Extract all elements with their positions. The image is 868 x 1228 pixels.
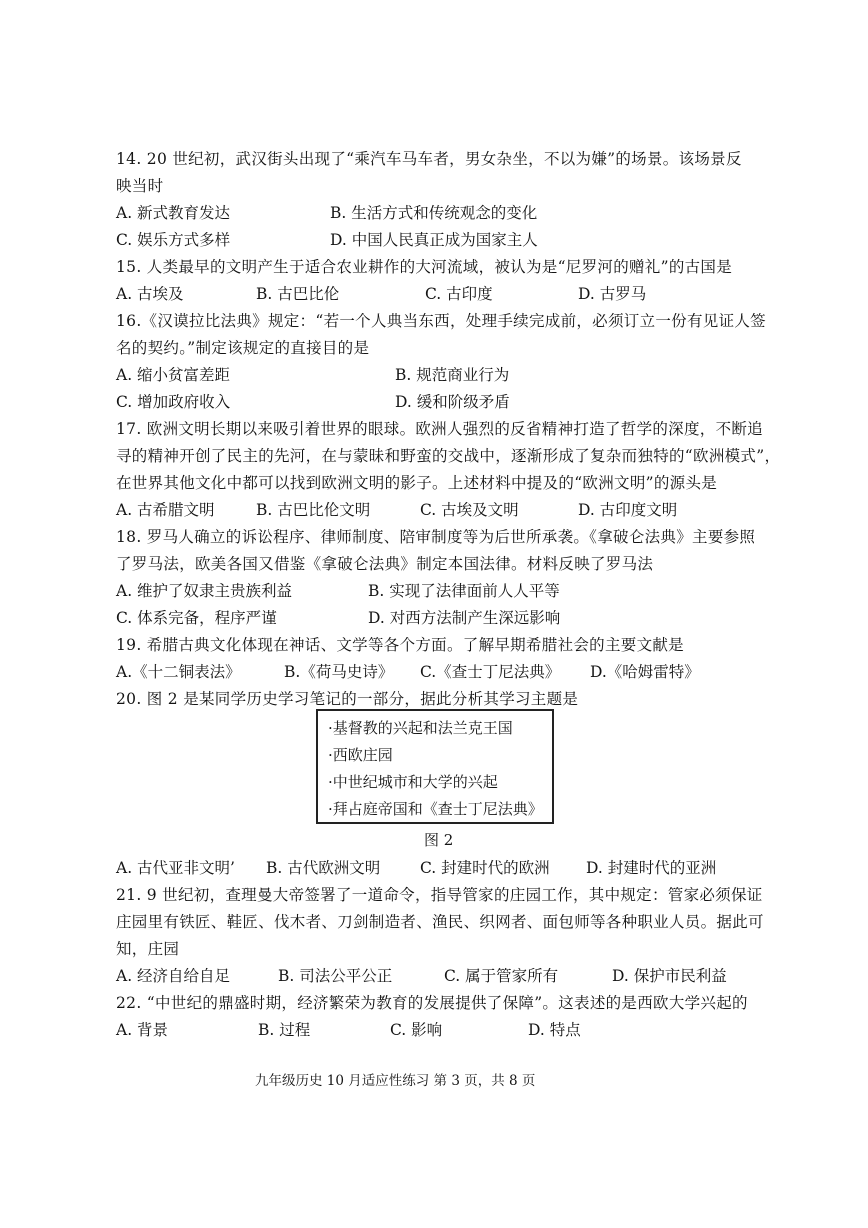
q15-option-d: D. 古罗马	[578, 285, 647, 303]
q18-option-b: B. 实现了法律面前人人平等	[368, 582, 560, 600]
figure-note-item: ·基督教的兴起和法兰克王国	[328, 719, 513, 737]
figure-note-item: ·中世纪城市和大学的兴起	[328, 773, 498, 791]
q14-option-d: D. 中国人民真正成为国家主人	[330, 231, 538, 249]
q22-stem-line-1: 22. “中世纪的鼎盛时期，经济繁荣为教育的发展提供了保障”。这表述的是西欧大学兴起的	[116, 994, 748, 1012]
q17-stem-line-1: 17. 欧洲文明长期以来吸引着世界的眼球。欧洲人强烈的反省精神打造了哲学的深度，不断追	[116, 420, 763, 438]
figure-note-item: ·拜占庭帝国和《查士丁尼法典》	[328, 800, 543, 818]
q21-option-a: A. 经济自给自足	[116, 967, 231, 985]
page-footer: 九年级历史 10 月适应性练习 第 3 页，共 8 页	[255, 1073, 536, 1089]
q17-option-a: A. 古希腊文明	[116, 501, 215, 519]
q18-stem-line-1: 18. 罗马人确立的诉讼程序、律师制度、陪审制度等为后世所承袭。《拿破仑法典》主要参照	[116, 528, 756, 546]
q17-stem-line-3: 在世界其他文化中都可以找到欧洲文明的影子。上述材料中提及的“欧洲文明”的源头是	[116, 474, 718, 492]
q15-stem-line-1: 15. 人类最早的文明产生于适合农业耕作的大河流域，被认为是“尼罗河的赠礼”的古国是	[116, 258, 733, 276]
q22-option-b: B. 过程	[258, 1021, 311, 1039]
q15-option-c: C. 古印度	[425, 285, 493, 303]
q17-option-d: D. 古印度文明	[578, 501, 678, 519]
q17-stem-line-2: 寻的精神开创了民主的先河，在与蒙昧和野蛮的交战中，逐渐形成了复杂而独特的“欧洲模式”，	[116, 447, 781, 465]
q19-option-c: C.《查士丁尼法典》	[420, 663, 561, 681]
q18-option-c: C. 体系完备，程序严谨	[116, 609, 277, 627]
figure-2-caption: 图 2	[424, 831, 454, 849]
figure-note-item: ·西欧庄园	[328, 746, 393, 764]
q14-stem-line-2: 映当时	[116, 177, 164, 195]
q20-option-a: A. 古代亚非文明’	[116, 859, 235, 877]
q21-stem-line-3: 知，庄园	[116, 940, 180, 958]
q16-stem-line-2: 名的契约。”制定该规定的直接目的是	[116, 339, 370, 357]
q22-option-a: A. 背景	[116, 1021, 169, 1039]
q16-option-d: D. 缓和阶级矛盾	[395, 393, 510, 411]
q21-stem-line-1: 21. 9 世纪初，查理曼大帝签署了一道命令，指导管家的庄园工作，其中规定：管家必须保证	[116, 886, 763, 904]
q16-option-c: C. 增加政府收入	[116, 393, 231, 411]
q21-option-b: B. 司法公平公正	[278, 967, 393, 985]
q22-option-d: D. 特点	[528, 1021, 581, 1039]
q22-option-c: C. 影响	[390, 1021, 443, 1039]
q18-stem-line-2: 了罗马法，欧美各国又借鉴《拿破仑法典》制定本国法律。材料反映了罗马法	[116, 555, 654, 573]
q17-option-c: C. 古埃及文明	[420, 501, 519, 519]
q21-option-c: C. 属于管家所有	[444, 967, 559, 985]
q21-option-d: D. 保护市民利益	[612, 967, 727, 985]
q15-option-a: A. 古埃及	[116, 285, 184, 303]
q17-option-b: B. 古巴比伦文明	[256, 501, 371, 519]
q20-option-c: C. 封建时代的欧洲	[420, 859, 550, 877]
q18-option-a: A. 维护了奴隶主贵族利益	[116, 582, 293, 600]
q19-option-a: A.《十二铜表法》	[116, 663, 241, 681]
q15-option-b: B. 古巴比伦	[256, 285, 340, 303]
q18-option-d: D. 对西方法制产生深远影响	[368, 609, 561, 627]
q21-stem-line-2: 庄园里有铁匠、鞋匠、伐木者、刀剑制造者、渔民、织网者、面包师等各种职业人员。据此可	[116, 913, 764, 931]
q14-stem-line-1: 14. 20 世纪初，武汉街头出现了“乘汽车马车者，男女杂坐，不以为嫌”的场景。该场景反	[116, 150, 742, 168]
q14-option-b: B. 生活方式和传统观念的变化	[330, 204, 538, 222]
q14-option-a: A. 新式教育发达	[116, 204, 231, 222]
q16-option-b: B. 规范商业行为	[395, 366, 510, 384]
q19-option-b: B.《荷马史诗》	[284, 663, 394, 681]
q20-option-d: D. 封建时代的亚洲	[586, 859, 717, 877]
q19-option-d: D.《哈姆雷特》	[590, 663, 700, 681]
q16-stem-line-1: 16.《汉谟拉比法典》规定：“若一个人典当东西，处理手续完成前，必须订立一份有见证人签	[116, 312, 766, 330]
q16-option-a: A. 缩小贫富差距	[116, 366, 231, 384]
q20-option-b: B. 古代欧洲文明	[266, 859, 381, 877]
q20-stem-line-1: 20. 图 2 是某同学历史学习笔记的一部分，据此分析其学习主题是	[116, 690, 579, 708]
q14-option-c: C. 娱乐方式多样	[116, 231, 231, 249]
figure-2-notes-box	[316, 709, 554, 824]
q19-stem-line-1: 19. 希腊古典文化体现在神话、文学等各个方面。了解早期希腊社会的主要文献是	[116, 636, 684, 654]
